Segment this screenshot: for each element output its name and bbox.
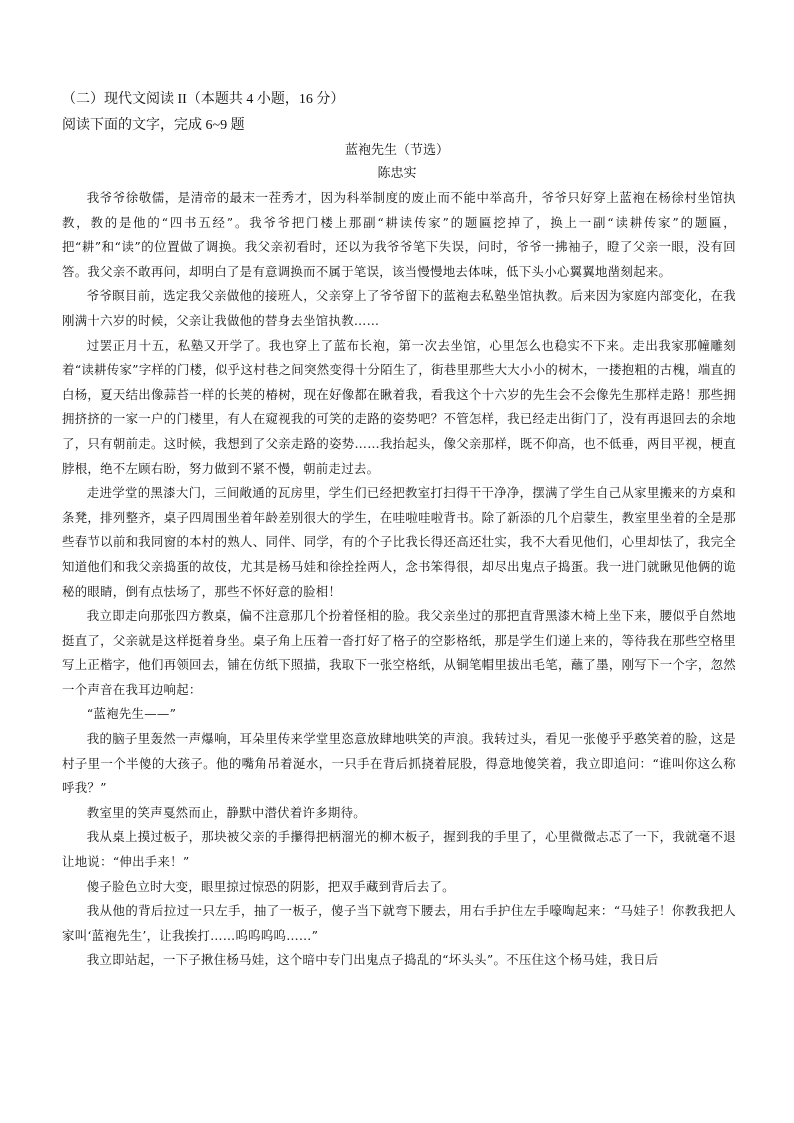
article-paragraph: 过罢正月十五，私塾又开学了。我也穿上了蓝布长袍，第一次去坐馆，心里怎么也稳实不下来。走出我家那幢雕刻着“读耕传家”字样的门楼，似乎这村巷之间突然变得十分陌生了，街巷里那些大大小小的树木，一搂抱粗的古槐，端直的白杨，夏天结出像蒜苔一样的长荚的椿树，现在好像都在瞅着我，看我这个十六岁的先生会不会像先生那样走路！那些拥拥挤挤的一家一户的门楼里，有人在窥视我的可笑的走路的姿势吧？不管怎样，我已经走出街门了，没有再退回去的余地了，只有朝前走。这时候，我想到了父亲走路的姿势……我抬起头，像父亲那样，既不仰高，也不低垂，两目平视，梗直脖根，绝不左顾右盼，努力做到不紧不慢，朝前走过去。 [62,337,736,476]
article-paragraph: 我从桌上摸过板子，那块被父亲的手攥得把柄溜光的柳木板子，握到我的手里了，心里微微忐忑了一下，我就毫不退让地说：“伸出手来！” [62,829,736,870]
article-paragraph: 爷爷瞑目前，选定我父亲做他的接班人，父亲穿上了爷爷留下的蓝袍去私塾坐馆执教。后来因为家庭内部变化，在我刚满十六岁的时候，父亲让我做他的替身去坐馆执教…… [62,288,736,328]
article-title: 蓝袍先生（节选） [344,143,449,158]
article-paragraph: 我的脑子里轰然一声爆响，耳朵里传来学堂里恣意放肆地哄笑的声浪。我转过头，看见一张傻乎乎憨笑着的脸，这是村子里一个半傻的大孩子。他的嘴角吊着涎水，一只手在背后抓挠着屁股，得意地傻笑着，我立即追问：“谁叫你这么称呼我？” [62,731,736,796]
article-paragraph: 我爷爷徐敬儒，是清帝的最末一茬秀才，因为科举制度的废止而不能中举高升，爷爷只好穿上蓝袍在杨徐村坐馆执教，教的是他的“四书五经”。我爷爷把门楼上那副“耕读传家”的题匾挖掉了，换上一副“读耕传家”的题匾，把“耕”和“读”的位置做了调换。我父亲初看时，还以为我爷爷笔下失误，问时，爷爷一拂袖子，瞪了父亲一眼，没有回答。我父亲不敢再问，却明白了是有意调换而不属于笔误，该当慢慢地去体味，低下头小心翼翼地凿刻起来。 [62,190,736,279]
section-header: （二）现代文阅读 II（本题共 4 小题，16 分） [62,92,345,107]
article-paragraph: 我立即站起，一下子揪住杨马娃，这个暗中专门出鬼点子捣乱的“坏头头”。不压住这个杨马娃，我日后 [86,952,659,968]
article-body [62,186,736,973]
article-paragraph: 我立即走向那张四方教桌，偏不注意那几个扮着怪相的脸。我父亲坐过的那把直背黑漆木椅上坐下来，腰似乎自然地挺直了，父亲就是这样挺着身坐。桌子角上压着一沓打好了格子的空影格纸，那是学生们递上来的，等待我在那些空格里写上正楷字，他们再领回去，铺在仿纸下照描，我取下一张空格纸，从铜笔帽里拔出毛笔，蘸了墨，刚写下一个字，忽然一个声音在我耳边响起： [62,608,736,697]
article-paragraph: 走进学堂的黑漆大门，三间敞通的瓦房里，学生们已经把教室打扫得干干净净，摆满了学生自己从家里搬来的方桌和条凳，排列整齐，桌子四周围坐着年龄差别很大的学生，在哇啦哇啦背书。除了新添的几个启蒙生，教室里坐着的全是那些春节以前和我同窗的本村的熟人、同伴、同学，有的个子比我长得还高还壮实，我不大看见他们，心里却怯了，我完全知道他们和我父亲捣蛋的故伎，尤其是杨马娃和徐拴拴两人，念书笨得很，却尽出鬼点子捣蛋。我一进门就瞅见他俩的诡秘的眼睛，倒有点怯场了，那些不怀好意的脸相！ [62,485,736,599]
article-paragraph: “蓝袍先生——” [86,706,177,722]
reading-instruction: 阅读下面的文字，完成 6~9 题 [62,118,245,133]
article-paragraph: 我从他的背后拉过一只左手，抽了一板子，傻子当下就弯下腰去，用右手护住左手嚎啕起来：“马娃子！你教我把人家叫‘蓝袍先生’，让我挨打……呜呜呜呜……” [62,903,736,943]
article-author: 陈忠实 [377,166,417,181]
article-paragraph: 教室里的笑声戛然而止，静默中潜伏着许多期待。 [86,804,366,820]
article-paragraph: 傻子脸色立时大变，眼里掠过惊恐的阴影，把双手藏到背后去了。 [86,878,455,894]
